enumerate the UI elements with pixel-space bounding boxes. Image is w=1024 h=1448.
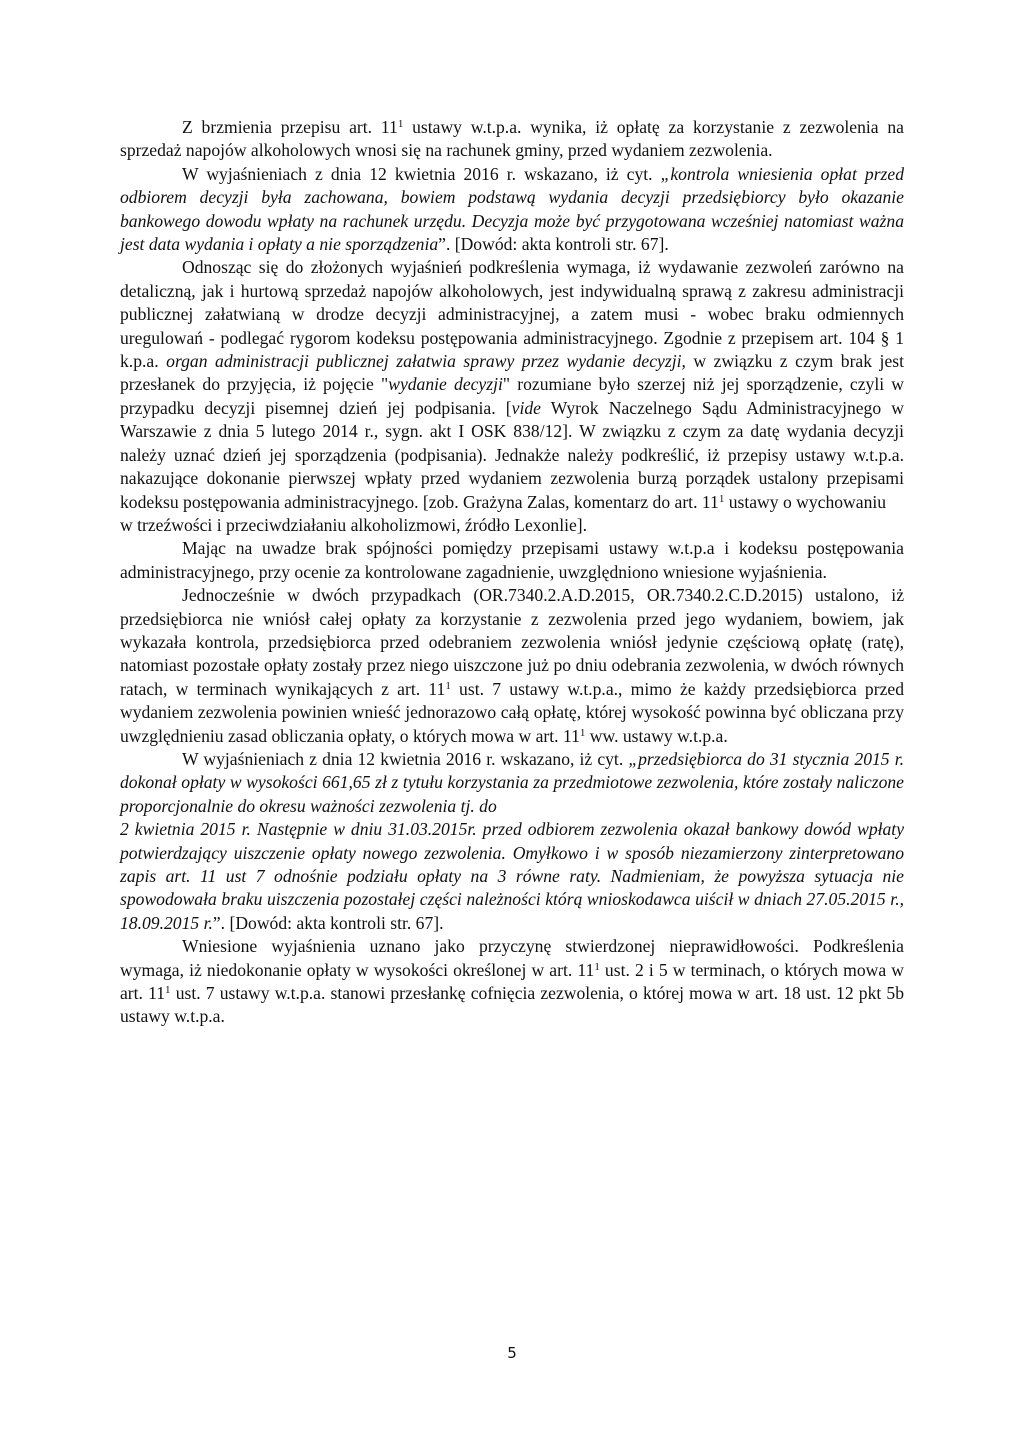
paragraph-2: W wyjaśnieniach z dnia 12 kwietnia 2016 r. wskazano, iż cyt. „kontrola wniesienia opłat przed odbiorem decyzji była zachowana, bowiem podstawą wydania decyzji przedsiębiorcy było okazanie bankowego dowodu wpłaty na rachunek urzędu. Decyzja może być przygotowana wcześniej natomiast ważna jest data wydania i opłaty a nie sporządzenia”. [Dowód: akta kontroli str. 67]. (120, 163, 904, 255)
paragraph-7: Wniesione wyjaśnienia uznano jako przyczynę stwierdzonej nieprawidłowości. Podkreślenia wymaga, iż niedokonanie opłaty w wysokości określonej w art. $11^1$ ust. 2 i 5 w terminach, o których mowa w art. $11^1$ ust. 7 ustawy w.t.p.a. stanowi przesłankę cofnięcia zezwolenia, o której mowa w art. 18 ust. 12 pkt 5b ustawy w.t.p.a. (120, 936, 904, 1027)
paragraph-6: W wyjaśnieniach z dnia 12 kwietnia 2016 r. wskazano, iż cyt. „przedsiębiorca do 31 stycznia 2015 r. dokonał opłaty w wysokości 661,65 zł z tytułu korzystania za przedmiotowe zezwolenia, które zostały naliczone proporcjonalnie do okresu ważności zezwolenia tj. do (120, 748, 904, 816)
paragraph-3: Odnosząc się do złożonych wyjaśnień podkreślenia wymaga, iż wydawanie zezwoleń zarówno na detaliczną, jak i hurtową sprzedaż napojów alkoholowych, jest indywidualną sprawą z zakresu administracji publicznej załatwianą w drodze decyzji administracyjnej, a zatem musi - wobec braku odmiennych uregulowań - podlegać rygorom kodeksu postępowania administracyjnego. Zgodnie z przepisem art. 104 § 1 k.p.a. organ administracji publicznej załatwia sprawy przez wydanie decyzji, w związku z czym brak jest przesłanek do przyjęcia, iż pojęcie "wydanie decyzji" rozumiane było szerzej niż jej sporządzenie, czyli w przypadku decyzji pisemnej dzień jej podpisania. [vide Wyrok Naczelnego Sądu Administracyjnego w Warszawie z dnia 5 lutego 2014 r., sygn. akt I OSK 838/12]. W związku z czym za datę wydania decyzji należy uznać dzień jej sporządzenia (podpisania). Jednakże należy podkreślić, iż przepisy ustawy w.t.p.a. nakazujące dokonanie pierwszej wpłaty przed wydaniem zezwolenia burzą porządek ustalony przepisami kodeksu postępowania administracyjnego. [zob. Grażyna Zalas, komentarz do art. $11^1$ ustawy o wychowaniu (120, 257, 905, 512)
paragraph-1: Z brzmienia przepisu art. $11^1$ ustawy w.t.p.a. wynika, iż opłatę za korzystanie z zezwolenia na sprzedaż napojów alkoholowych wnosi się na rachunek gminy, przed wydaniem zezwolenia. (120, 117, 904, 161)
document-body (120, 116, 904, 1029)
paragraph-3-continuation: w trzeźwości i przeciwdziałaniu alkoholizmowi, źródło Lexonlie]. (120, 514, 588, 535)
page-number: 5 (507, 1344, 517, 1362)
paragraph-5: Jednocześnie w dwóch przypadkach (OR.7340.2.A.D.2015, OR.7340.2.C.D.2015) ustalono, iż przedsiębiorca nie wniósł całej opłaty za korzystanie z zezwolenia przed jego wydaniem, bowiem, jak wykazała kontrola, przedsiębiorca przed odebraniem zezwolenia wniósł jedynie częściową opłatę (ratę), natomiast pozostałe opłaty zostały przez niego uiszczone już po dniu odebrania zezwolenia, w dwóch równych ratach, w terminach wynikających z art. $11^1$ ust. 7 ustawy w.t.p.a., mimo że każdy przedsiębiorca przed wydaniem zezwolenia powinien wnieść jednorazowo całą opłatę, której wysokość powinna być obliczana przy uwzględnieniu zasad obliczania opłaty, o których mowa w art. $11^1$ ww. ustawy w.t.p.a. (120, 585, 904, 746)
paragraph-6-continuation: 2 kwietnia 2015 r. Następnie w dniu 31.03.2015r. przed odbiorem zezwolenia okazał bankowy dowód wpłaty potwierdzający uiszczenie opłaty nowego zezwolenia. Omyłkowo i w sposób niezamierzony zinterpretowano zapis art. 11 ust 7 odnośnie podziału opłaty na 3 równe raty. Nadmieniam, że powyższa sytuacja nie spowodowała braku uiszczenia pozostałej części należności którą wnioskodawca uiścił w dniach 27.05.2015 r., 18.09.2015 r.”. [Dowód: akta kontroli str. 67]. (120, 819, 904, 933)
paragraph-4: Mając na uwadze brak spójności pomiędzy przepisami ustawy w.t.p.a i kodeksu postępowania administracyjnego, przy ocenie za kontrolowane zagadnienie, uwzględniono wniesione wyjaśnienia. (120, 538, 904, 582)
